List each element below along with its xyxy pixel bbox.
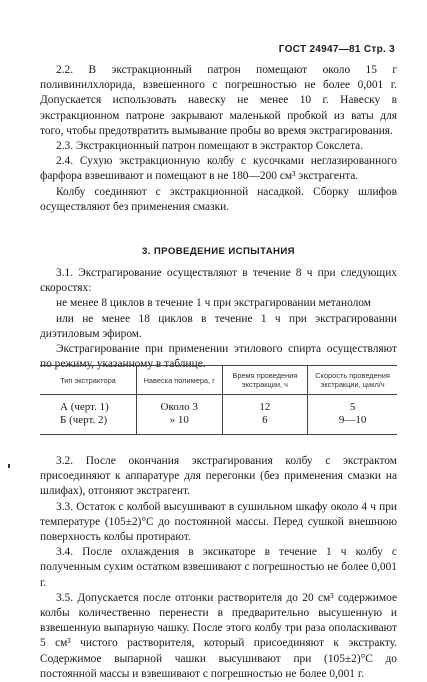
paragraph-2-4: 2.4. Сухую экстракционную колбу с кусочками неглазированного фарфора взвешивают и помещают в не 180—200 см³ экстрагента.	[40, 155, 397, 183]
table-row	[40, 414, 397, 435]
table-cell: 9—10	[308, 414, 397, 435]
paragraph-3-4: 3.4. После охлаждения в эксикаторе в течение 1 ч колбу с полученным сухим остатком взвешивают с погрешностью не более 0,001 г.	[40, 546, 397, 589]
paragraph-3-3: 3.3. Остаток с колбой высушивают в сушильном шкафу около 4 ч при температуре (105±2)°С до постоянной массы. Перед сушкой внешнюю поверхность колбы протирают.	[40, 500, 397, 544]
table-cell: А (черт. 1)	[60, 401, 109, 413]
paragraph-2-4-cont: Колбу соединяют с экстракционной насадкой. Сборку шлифов осуществляют без применения смазки.	[40, 185, 397, 213]
table-cell: 5	[308, 395, 397, 415]
column-header-extractor-type: Тип экстрактора	[40, 366, 136, 395]
extraction-table	[40, 365, 397, 435]
column-header-extraction-time: Время проведения экстракции, ч	[222, 366, 308, 395]
column-header-sample-mass: Навеска полимера, г	[136, 366, 222, 395]
paragraph-2-3: 2.3. Экстракционный патрон помещают в экстрактор Сокслета.	[56, 140, 364, 153]
paragraph-3-1-ethanol: Экстрагирование при применении этилового спирта осуществляют по режиму, указанному в таблице.	[40, 343, 397, 371]
paragraph-3-1: 3.1. Экстрагирование осуществляют в течение 8 ч при следующих скоростях:	[40, 267, 397, 295]
section-3-text	[40, 266, 397, 372]
page-header: ГОСТ 24947—81 Стр. 3	[278, 44, 395, 55]
table-header-row	[40, 366, 397, 395]
section-3-title: 3. ПРОВЕДЕНИЕ ИСПЫТАНИЯ	[142, 246, 295, 257]
extraction-table-grid	[40, 365, 397, 435]
section-3-continued-text	[40, 454, 397, 682]
table-cell: 12	[222, 395, 308, 415]
paragraph-3-2: 3.2. После окончания экстрагирования колбу с экстрактом присоединяют к аппаратуре для перегонки (без применения смазки на шлифах), отгоняют экстрагент.	[40, 455, 397, 498]
paragraph-2-2: 2.2. В экстракционный патрон помещают около 15 г поливинилхлорида, взвешенного с погрешностью не более 0,001 г. Допускается использовать навеску не менее 10 г. Навеску в экстракционном патроне закрывают маленькой пробкой из ваты для того, чтобы предотвратить вымывание пробы во время экстрагирования.	[40, 64, 397, 137]
table-row	[40, 395, 397, 415]
section-2-text	[40, 63, 397, 215]
table-cell: 6	[222, 414, 308, 435]
margin-mark	[8, 464, 10, 468]
paragraph-3-1-methanol: не менее 8 циклов в течение 1 ч при экстрагировании метанолом	[56, 297, 371, 310]
paragraph-3-5: 3.5. Допускается после отгонки растворителя до 20 см³ содержимое колбы количественно перенести в предварительно высушенную и взвешенную выпарную чашку. После этого колбу три раза ополаскивают 5 см³ чистого растворителя, который присоединяют к экстракту. Содержимое выпарной чашки высушивают при (105±2)°С до постоянной массы и взвешивают с погрешностью не более 0,001 г.	[40, 591, 397, 680]
table-cell: Около 3	[136, 395, 222, 415]
column-header-extraction-rate: Скорость проведения экстракции, цикл/ч	[308, 366, 397, 395]
table-cell: Б (черт. 2)	[40, 414, 136, 435]
table-cell: » 10	[136, 414, 222, 435]
paragraph-3-1-ether: или не менее 18 циклов в течение 1 ч при экстрагировании диэтиловым эфиром.	[40, 312, 397, 340]
